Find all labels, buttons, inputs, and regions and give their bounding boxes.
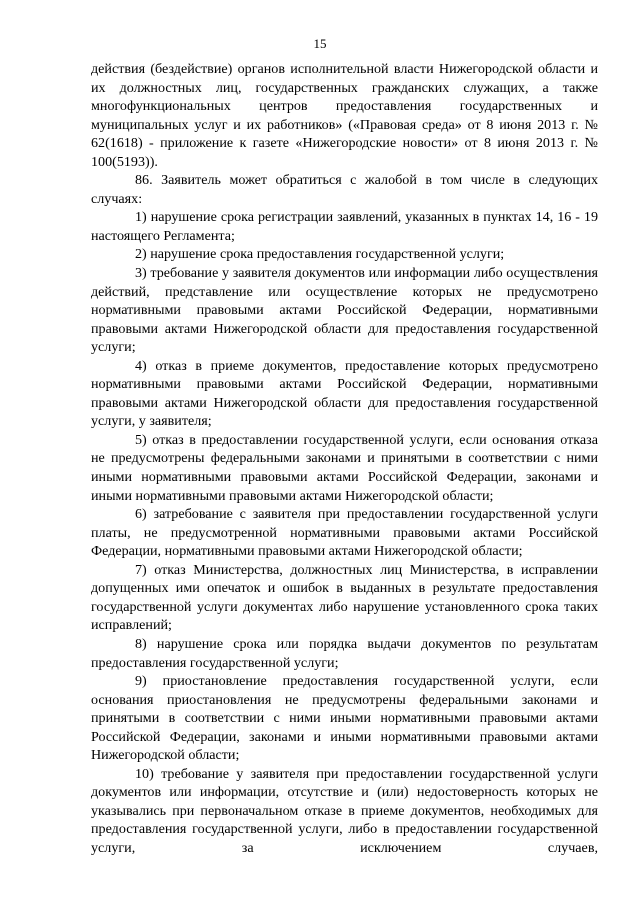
list-item-3: 3) требование у заявителя документов или информации либо осуществления действий, представление или осуществление которых не предусмотрено нормативными правовыми актами Российской Федерации, нормативными правовыми актами Нижегородской области для предоставления государственной услуги; <box>91 265 598 356</box>
list-item-5: 5) отказ в предоставлении государственной услуги, если основания отказа не предусмотрены федеральными законами и принятыми в соответствии с ними иными нормативными правовыми актами Российской Федерации, законами и иными нормативными правовыми актами Нижегородской области; <box>91 431 598 504</box>
paragraph-continuation: действия (бездействие) органов исполнительной власти Нижегородской области и их должностных лиц, государственных гражданских служащих, а также многофункциональных центров предоставления государственных и муниципальных услуг и их работников» («Правовая среда» от 8 июня 2013 г. № 62(1618) - приложение к газете «Нижегородские новости» от 8 июня 2013 г. № 100(5193)). <box>91 61 598 170</box>
list-item-10: 10) требование у заявителя при предоставлении государственной услуги документов или информации, отсутствие и (или) недостоверность которых не указывались при первоначальном отказе в приеме документов, необходимых для предоставления государственной услуги, либо в предоставлении государственной услуги, за исключением случаев, <box>91 765 598 856</box>
list-item-4: 4) отказ в приеме документов, предоставление которых предусмотрено нормативными правовыми актами Российской Федерации, нормативными правовыми актами Нижегородской области для предоставления государственной услуги, у заявителя; <box>91 357 598 430</box>
document-body <box>91 60 598 858</box>
list-item-6: 6) затребование с заявителя при предоставлении государственной услуги платы, не предусмотренной нормативными правовыми актами Российской Федерации, нормативными правовыми актами Нижегородской области; <box>91 506 598 560</box>
list-item-2: 2) нарушение срока предоставления государственной услуги; <box>135 246 505 263</box>
page-number: 15 <box>313 36 327 51</box>
list-item-9: 9) приостановление предоставления государственной услуги, если основания приостановления не предусмотрены федеральными законами и принятыми в соответствии с ними иными нормативными правовыми актами Российской Федерации, законами и иными нормативными правовыми актами Нижегородской области; <box>91 673 598 764</box>
list-item-8: 8) нарушение срока или порядка выдачи документов по результатам предоставления государственной услуги; <box>91 635 598 671</box>
paragraph-86: 86. Заявитель может обратиться с жалобой в том числе в следующих случаях: <box>91 172 598 207</box>
list-item-7: 7) отказ Министерства, должностных лиц Министерства, в исправлении допущенных ими опечаток и ошибок в выданных в результате предоставления государственной услуги документах либо нарушение установленного срока таких исправлений; <box>91 561 598 634</box>
list-item-1: 1) нарушение срока регистрации заявлений, указанных в пунктах 14, 16 - 19 настоящего Регламента; <box>91 209 598 244</box>
